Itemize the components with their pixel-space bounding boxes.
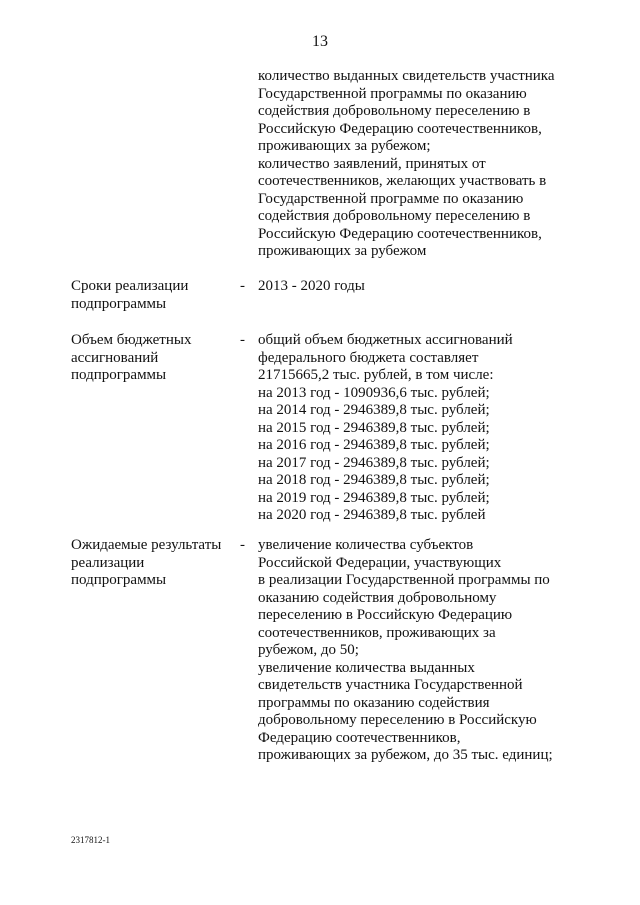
- text-line: содействия добровольному переселению в: [258, 103, 531, 119]
- text-line: 21715665,2 тыс. рублей, в том числе:: [258, 367, 494, 383]
- text-line: проживающих за рубежом: [258, 243, 427, 259]
- text-line: на 2020 год - 2946389,8 тыс. рублей: [258, 507, 486, 523]
- text-line: Российскую Федерацию соотечественников,: [258, 225, 542, 242]
- text-line: содействия добровольному переселению в: [258, 208, 531, 224]
- label-line: реализации: [71, 554, 145, 571]
- text-line: на 2013 год - 1090936,6 тыс. рублей;: [258, 384, 490, 401]
- continuation-text: [258, 68, 588, 261]
- section-content: [258, 537, 588, 765]
- label-line: подпрограммы: [71, 295, 167, 312]
- text-line: Государственной программе по оказанию: [258, 190, 524, 207]
- document-code: 2317812-1: [71, 835, 110, 845]
- section-content: [258, 332, 588, 525]
- label-line: ассигнований: [71, 349, 159, 366]
- text-line: в реализации Государственной программы по: [258, 572, 550, 588]
- dash-separator: -: [240, 332, 245, 348]
- section-label: [71, 278, 231, 313]
- text-line: Государственной программы по оказанию: [258, 85, 527, 102]
- label-line: Ожидаемые результаты: [71, 537, 222, 553]
- text-line: рубежом, до 50;: [258, 642, 359, 658]
- text-line: программы по оказанию содействия: [258, 694, 490, 711]
- section-label: [71, 332, 231, 385]
- text-line: на 2019 год - 2946389,8 тыс. рублей;: [258, 489, 490, 506]
- label-line: Объем бюджетных: [71, 332, 192, 348]
- text-line: проживающих за рубежом, до 35 тыс. единиц;: [258, 747, 553, 763]
- text-line: проживающих за рубежом;: [258, 138, 431, 154]
- text-line: на 2016 год - 2946389,8 тыс. рублей;: [258, 437, 490, 453]
- text-line: увеличение количества выданных: [258, 659, 475, 676]
- text-line: общий объем бюджетных ассигнований: [258, 332, 513, 348]
- page-number: 13: [312, 33, 328, 50]
- text-line: на 2018 год - 2946389,8 тыс. рублей;: [258, 472, 490, 488]
- text-line: количество выданных свидетельств участника: [258, 68, 555, 84]
- text-line: оказанию содействия добровольному: [258, 589, 497, 606]
- text-line: соотечественников, желающих участвовать в: [258, 173, 547, 189]
- text-line: соотечественников, проживающих за: [258, 624, 496, 641]
- text-line: Российской Федерации, участвующих: [258, 554, 502, 571]
- text-line: на 2015 год - 2946389,8 тыс. рублей;: [258, 419, 490, 436]
- text-line: количество заявлений, принятых от: [258, 155, 486, 172]
- text-line: Российскую Федерацию соотечественников,: [258, 120, 542, 137]
- dash-separator: -: [240, 537, 245, 553]
- label-line: подпрограммы: [71, 572, 167, 588]
- text-line: добровольному переселению в Российскую: [258, 712, 537, 728]
- text-line: Федерацию соотечественников,: [258, 729, 461, 746]
- text-line: увеличение количества субъектов: [258, 537, 474, 553]
- label-line: подпрограммы: [71, 367, 167, 383]
- section-content: [258, 278, 588, 296]
- text-line: 2013 - 2020 годы: [258, 278, 365, 294]
- text-line: федерального бюджета составляет: [258, 349, 479, 366]
- text-line: переселению в Российскую Федерацию: [258, 607, 513, 623]
- text-line: на 2017 год - 2946389,8 тыс. рублей;: [258, 454, 490, 471]
- dash-separator: -: [240, 278, 245, 294]
- text-line: на 2014 год - 2946389,8 тыс. рублей;: [258, 402, 490, 418]
- label-line: Сроки реализации: [71, 278, 189, 294]
- section-label: [71, 537, 231, 590]
- text-line: свидетельств участника Государственной: [258, 677, 523, 693]
